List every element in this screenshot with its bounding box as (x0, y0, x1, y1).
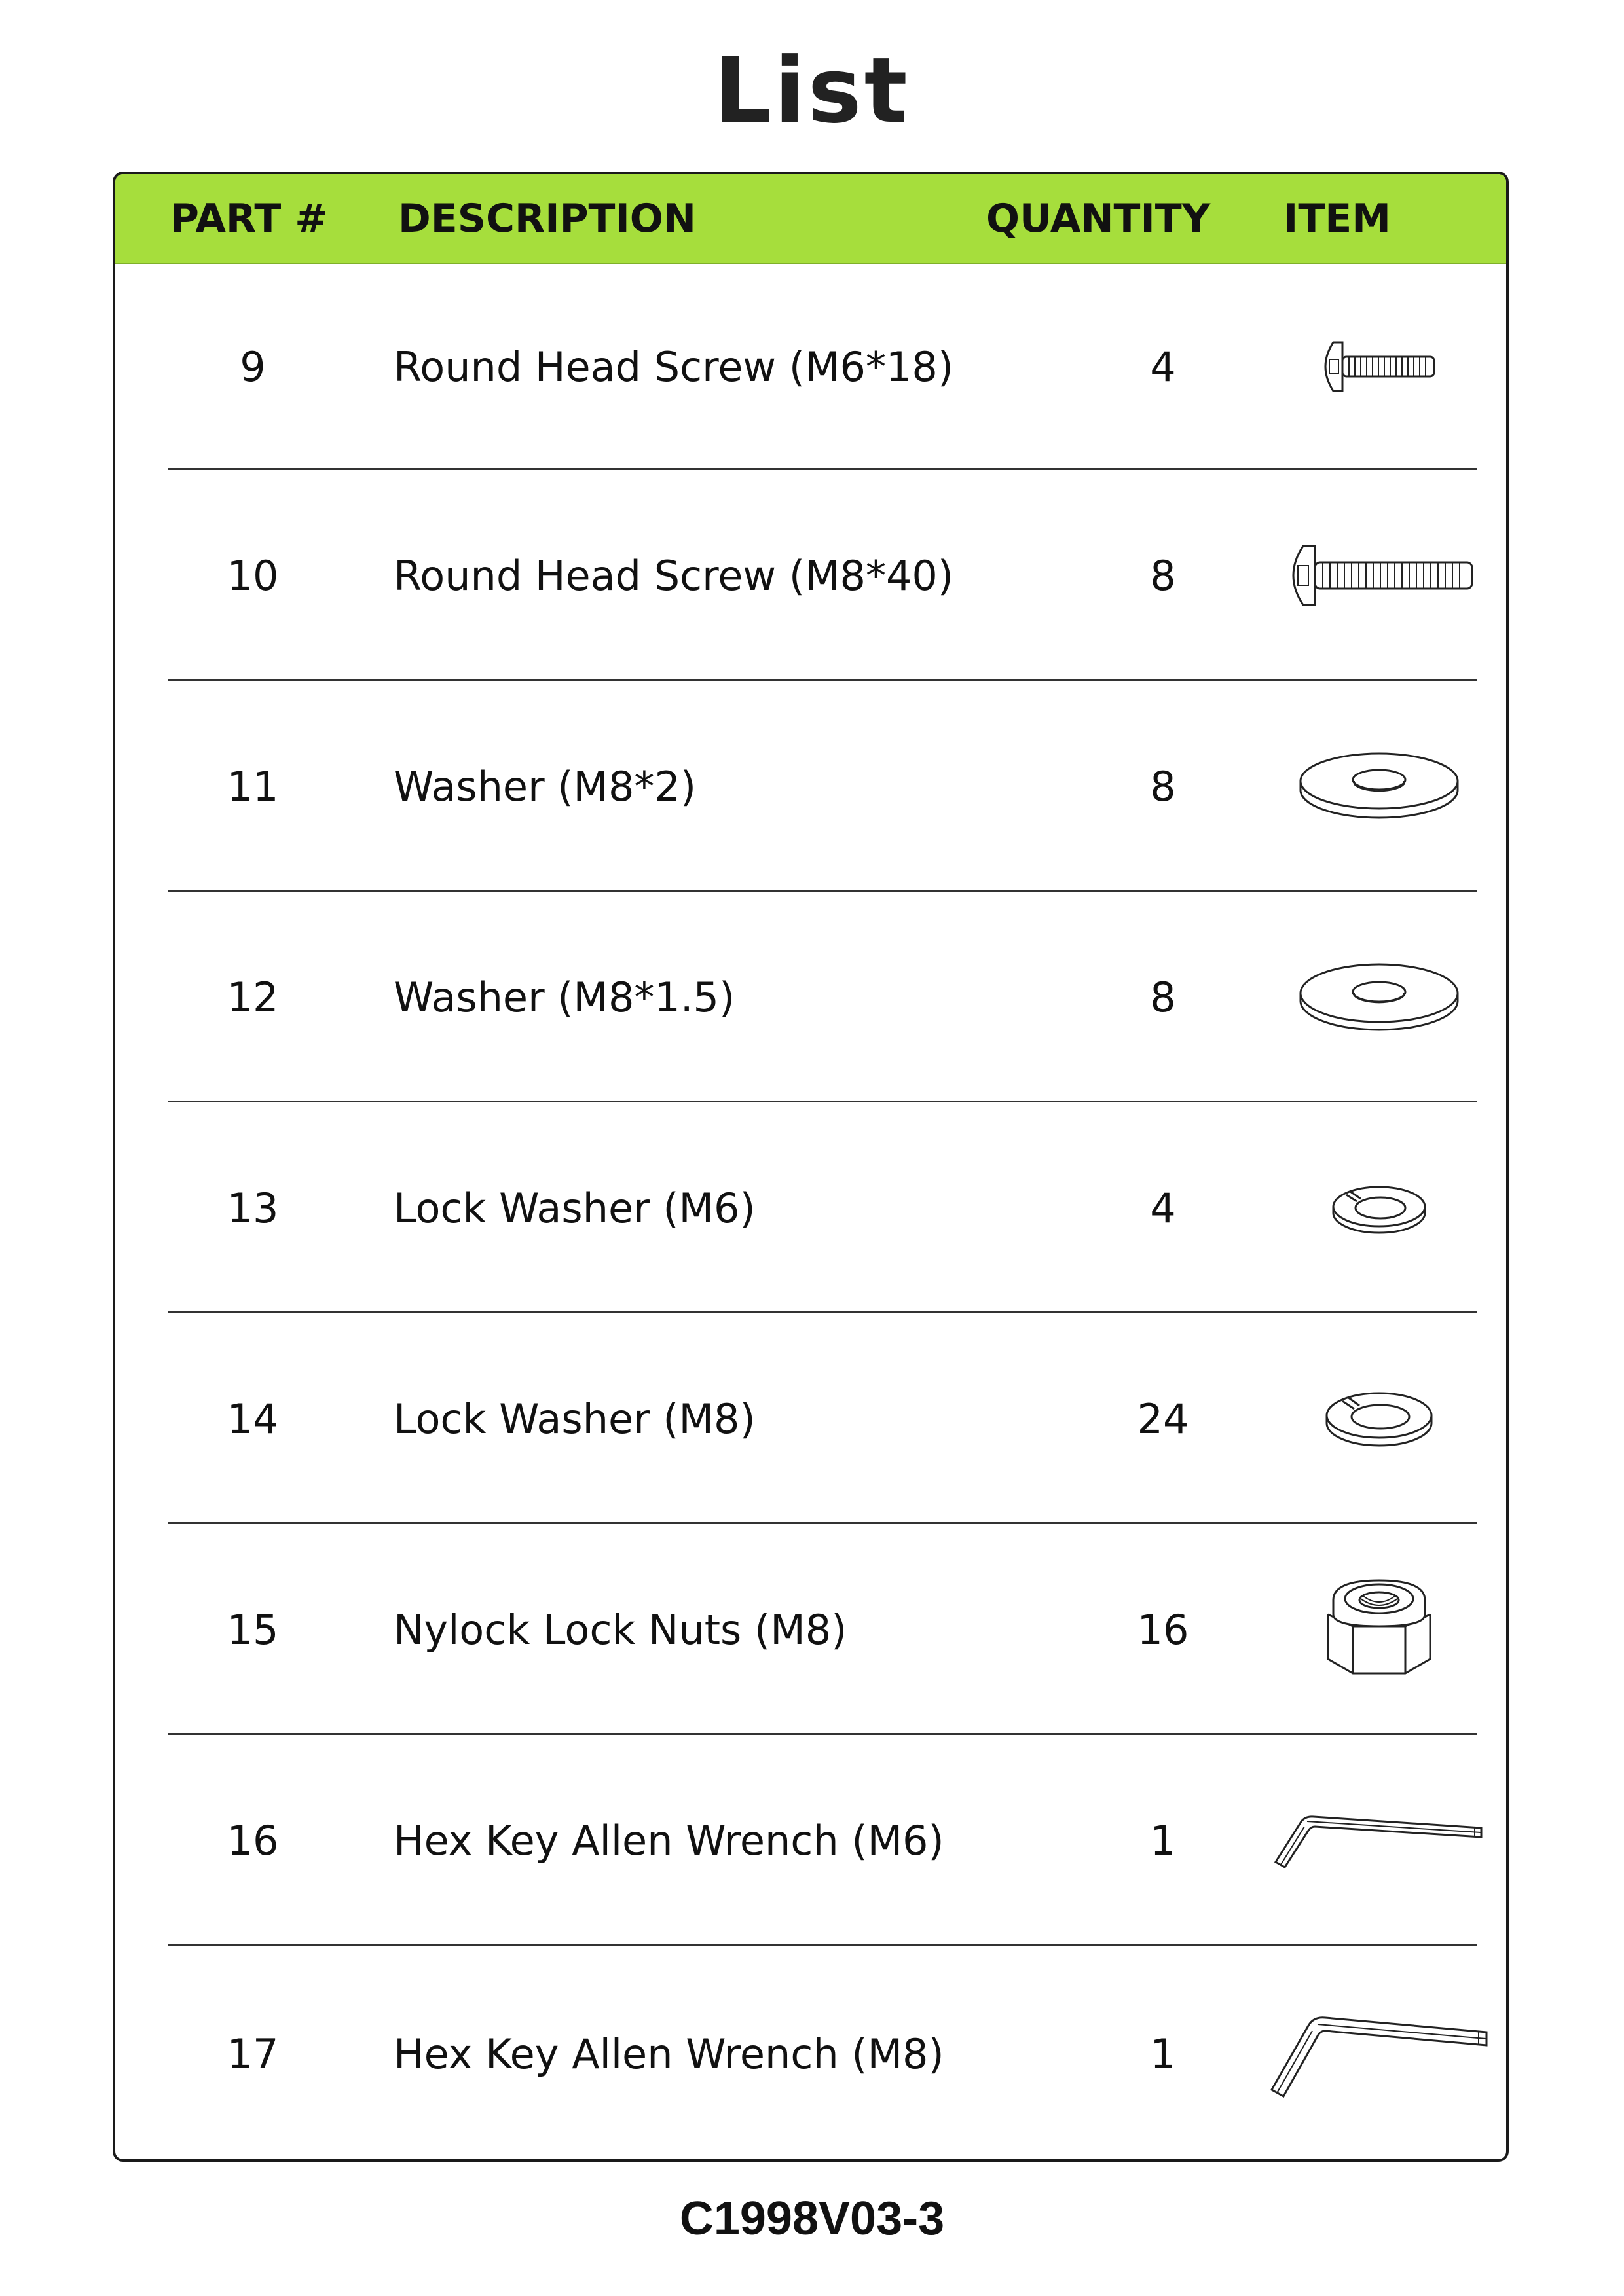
table-row (168, 1735, 1477, 1946)
flat-washer-icon (1294, 951, 1464, 1043)
header-part-number: PART # (170, 196, 328, 242)
round-head-screw-short-icon (1314, 331, 1445, 403)
table-row (168, 681, 1477, 892)
table-header (115, 174, 1506, 264)
document-code: C1998V03-3 (679, 2193, 945, 2245)
part-number: 9 (240, 342, 266, 391)
quantity: 1 (1150, 1816, 1176, 1865)
page-title: List (714, 38, 910, 143)
hex-key-small-icon (1268, 1804, 1490, 1876)
table-row (168, 263, 1477, 470)
table-row (168, 470, 1477, 681)
parts-list-table (113, 172, 1509, 2162)
part-number: 17 (227, 2030, 279, 2078)
quantity: 4 (1150, 1184, 1176, 1232)
part-number: 10 (227, 551, 279, 600)
description: Lock Washer (M6) (394, 1184, 756, 1232)
header-quantity: QUANTITY (986, 196, 1211, 242)
description: Washer (M8*1.5) (394, 973, 735, 1021)
quantity: 8 (1150, 762, 1176, 811)
nylock-nut-icon (1314, 1574, 1445, 1685)
part-number: 13 (227, 1184, 279, 1232)
part-number: 15 (227, 1605, 279, 1654)
part-number: 14 (227, 1394, 279, 1443)
description: Hex Key Allen Wrench (M8) (394, 2030, 944, 2078)
quantity: 16 (1137, 1605, 1189, 1654)
description: Nylock Lock Nuts (M8) (394, 1605, 847, 1654)
round-head-screw-long-icon (1281, 533, 1477, 618)
quantity: 8 (1150, 973, 1176, 1021)
flat-washer-icon (1294, 740, 1464, 832)
description: Lock Washer (M8) (394, 1394, 756, 1443)
table-row (168, 1102, 1477, 1313)
header-description: DESCRIPTION (398, 196, 697, 242)
part-number: 11 (227, 762, 279, 811)
description: Round Head Screw (M6*18) (394, 342, 954, 391)
table-row (168, 1313, 1477, 1524)
part-number: 16 (227, 1816, 279, 1865)
quantity: 24 (1137, 1394, 1189, 1443)
lock-washer-small-icon (1327, 1175, 1431, 1241)
table-row (168, 1946, 1477, 2162)
quantity: 1 (1150, 2030, 1176, 2078)
table-row (168, 892, 1477, 1102)
description: Round Head Screw (M8*40) (394, 551, 954, 600)
description: Hex Key Allen Wrench (M6) (394, 1816, 944, 1865)
description: Washer (M8*2) (394, 762, 697, 811)
quantity: 4 (1150, 342, 1176, 391)
table-row (168, 1524, 1477, 1735)
hex-key-large-icon (1268, 2005, 1490, 2103)
quantity: 8 (1150, 551, 1176, 600)
part-number: 12 (227, 973, 279, 1021)
lock-washer-large-icon (1320, 1383, 1438, 1455)
header-item: ITEM (1283, 196, 1391, 242)
